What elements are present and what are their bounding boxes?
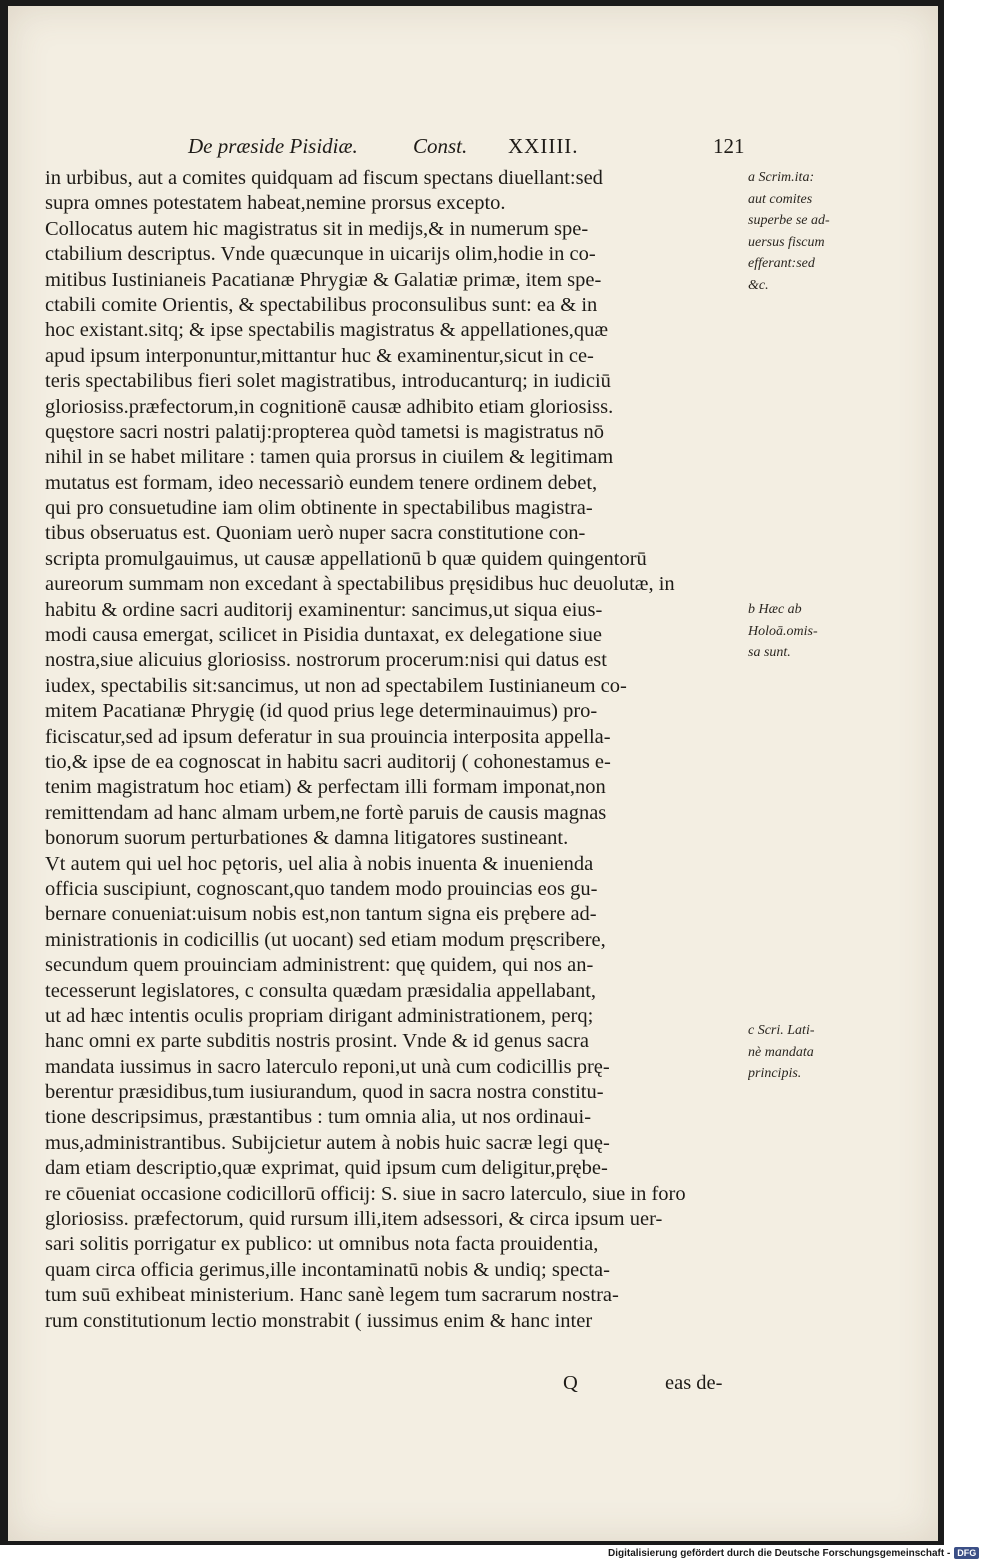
text-line: tum suū exhibeat ministerium. Hanc sanè legem tum sacrarum nostra-: [45, 1284, 619, 1307]
main-text-block: [45, 166, 745, 1334]
dfg-logo-icon: DFG: [954, 1547, 979, 1559]
marginal-note-line: Holoā.omis-: [748, 623, 818, 639]
text-line: bonorum suorum perturbationes & damna litigatores sustineant.: [45, 827, 569, 850]
catchword: eas de-: [665, 1372, 723, 1394]
text-line: hanc omni ex parte subditis nostris prosint. Vnde & id genus sacra: [45, 1030, 589, 1053]
text-line: bernare conueniat:uisum nobis est,non tantum signa eis prębere ad-: [45, 903, 597, 926]
text-line: ut ad hæc intentis oculis propriam dirigant administrationem, perq;: [45, 1004, 594, 1027]
text-line: ficiscatur,sed ad ipsum deferatur in sua prouincia interposita appella-: [45, 725, 611, 748]
text-line: ministrationis in codicillis (ut uocant) sed etiam modum pręscribere,: [45, 928, 606, 951]
text-line: Collocatus autem hic magistratus sit in medijs,& in numerum spe-: [45, 217, 589, 240]
text-line: tione descripsimus, præstantibus : tum omnia alia, ut nos ordinaui-: [45, 1106, 592, 1129]
text-line: berentur præsidibus,tum iusiurandum, quod in sacra nostra constitu-: [45, 1081, 604, 1104]
running-header: [188, 134, 753, 162]
text-line: habitu & ordine sacri auditorij examinentur: sancimus,ut siqua eius-: [45, 598, 603, 621]
text-line: officia suscipiunt, cognoscant,quo tandem modo prouincias eos gu-: [45, 877, 598, 900]
text-line: mitibus Iustinianeis Pacatianæ Phrygiæ & Galatiæ primæ, item spe-: [45, 268, 602, 291]
signature-mark: Q: [563, 1372, 578, 1394]
marginal-note-a: [748, 167, 858, 296]
text-line: quęstore sacri nostri palatij:propterea quòd tametsi is magistratus nō: [45, 420, 605, 443]
book-page: [8, 6, 938, 1541]
marginal-note-line: sa sunt.: [748, 645, 791, 660]
text-line: gloriosiss. præfectorum, quid rursum illi,item adsessori, & circa ipsum uer-: [45, 1208, 663, 1231]
marginal-note-line: &c.: [748, 277, 769, 293]
text-line: Vt autem qui uel hoc pętoris, uel alia à nobis inuenta & inuenienda: [45, 852, 594, 875]
text-line: tenim magistratum hoc etiam) & perfectam illi formam imponat,non: [45, 776, 606, 799]
marginal-note-line: aut comites: [748, 191, 813, 207]
text-line: teris spectabilibus fieri solet magistratibus, introducanturq; in iudiciū: [45, 370, 611, 393]
text-line: scripta promulgauimus, ut causæ appellationū b quæ quidem quingentorū: [45, 547, 647, 570]
text-line: ctabili comite Orientis, & spectabilibus proconsulibus sunt: ea & in: [45, 293, 598, 316]
text-line: in urbibus, aut a comites quidquam ad fiscum spectans diuellant:sed: [45, 167, 603, 189]
text-line: modi causa emergat, scilicet in Pisidia duntaxat, ex delegatione siue: [45, 624, 602, 647]
marginal-note-line: superbe se ad-: [748, 213, 830, 228]
marginal-note-line: principis.: [748, 1066, 802, 1081]
marginal-note-line: a Scrim.ita:: [748, 170, 815, 185]
text-line: qui pro consuetudine iam olim obtinente in spectabilibus magistra-: [45, 497, 593, 520]
text-line: mitem Pacatianæ Phrygię (id quod prius lege determinauimus) pro-: [45, 700, 598, 723]
marginal-note-c: [748, 1020, 858, 1085]
text-line: tio,& ipse de ea cognoscat in habitu sacri auditorij ( cohonestamus e-: [45, 750, 611, 773]
running-title: De præside Pisidiæ.: [188, 134, 358, 158]
marginal-note-line: b Hæc ab: [748, 602, 802, 617]
text-line: nostra,siue alicuius gloriosiss. nostrorum procerum:nisi qui datus est: [45, 649, 607, 672]
constitution-label: Const.: [413, 134, 468, 158]
text-line: mutatus est formam, ideo necessariò eundem tenere ordinem debet,: [45, 471, 598, 494]
text-line: hoc existant.sitq; & ipse spectabilis magistratus & appellationes,quæ: [45, 319, 609, 342]
footer-credit: Digitalisierung gefördert durch die Deutsche Forschungsgemeinschaft -: [608, 1547, 951, 1559]
text-line: mandata iussimus in sacro laterculo reponi,ut unà cum codicillis prę-: [45, 1055, 610, 1078]
digitization-footer: [608, 1545, 1000, 1561]
text-line: remittendam ad hanc almam urbem,ne fortè paruis de causis magnas: [45, 801, 607, 824]
text-line: apud ipsum interponuntur,mittantur huc & examinentur,sicut in ce-: [45, 344, 594, 367]
text-line: tibus obseruatus est. Quoniam uerò nuper sacra constitutione con-: [45, 522, 586, 545]
text-line: secundum quem prouinciam administrent: quę quidem, qui nos an-: [45, 954, 594, 977]
text-line: sari solitis porrigatur ex publico: ut omnibus nota facta prouidentia,: [45, 1233, 599, 1256]
text-line: re cōueniat occasione codicillorū officij: S. siue in sacro laterculo, siue in foro: [45, 1182, 686, 1205]
text-line: dam etiam descriptio,quæ exprimat, quid ipsum cum deligitur,prębe-: [45, 1157, 608, 1180]
text-line: iudex, spectabilis sit:sancimus, ut non ad spectabilem Iustinianeum co-: [45, 674, 627, 697]
text-line: nihil in se habet militare : tamen quia prorsus in ciuilem & legitimam: [45, 446, 614, 469]
text-line: rum constitutionum lectio monstrabit ( iussimus enim & hanc inter: [45, 1309, 593, 1332]
marginal-note-b: [748, 599, 858, 664]
text-line: supra omnes potestatem habeat,nemine prorsus excepto.: [45, 192, 506, 215]
text-line: gloriosiss.præfectorum,in cognitionē causæ adhibito etiam gloriosiss.: [45, 395, 614, 418]
page-number: 121: [713, 134, 745, 158]
text-line: mus,administrantibus. Subijcietur autem à nobis huic sacræ legi quę-: [45, 1131, 610, 1154]
text-line: aureorum summam non excedant à spectabilibus pręsidibus huc deuolutæ, in: [45, 573, 675, 596]
marginal-note-line: efferant:sed: [748, 256, 815, 271]
marginal-note-line: uersus fiscum: [748, 234, 825, 250]
marginal-note-line: nè mandata: [748, 1044, 814, 1060]
text-line: ctabilium descriptus. Vnde quæcunque in uicarijs olim,hodie in co-: [45, 243, 596, 266]
text-line: tecesserunt legislatores, c consulta quædam præsidalia appellabant,: [45, 979, 597, 1002]
marginal-note-line: c Scri. Lati-: [748, 1023, 815, 1038]
text-line: quam circa officia gerimus,ille incontaminatū nobis & undiq; specta-: [45, 1258, 610, 1281]
constitution-number: XXIIII.: [508, 134, 579, 158]
